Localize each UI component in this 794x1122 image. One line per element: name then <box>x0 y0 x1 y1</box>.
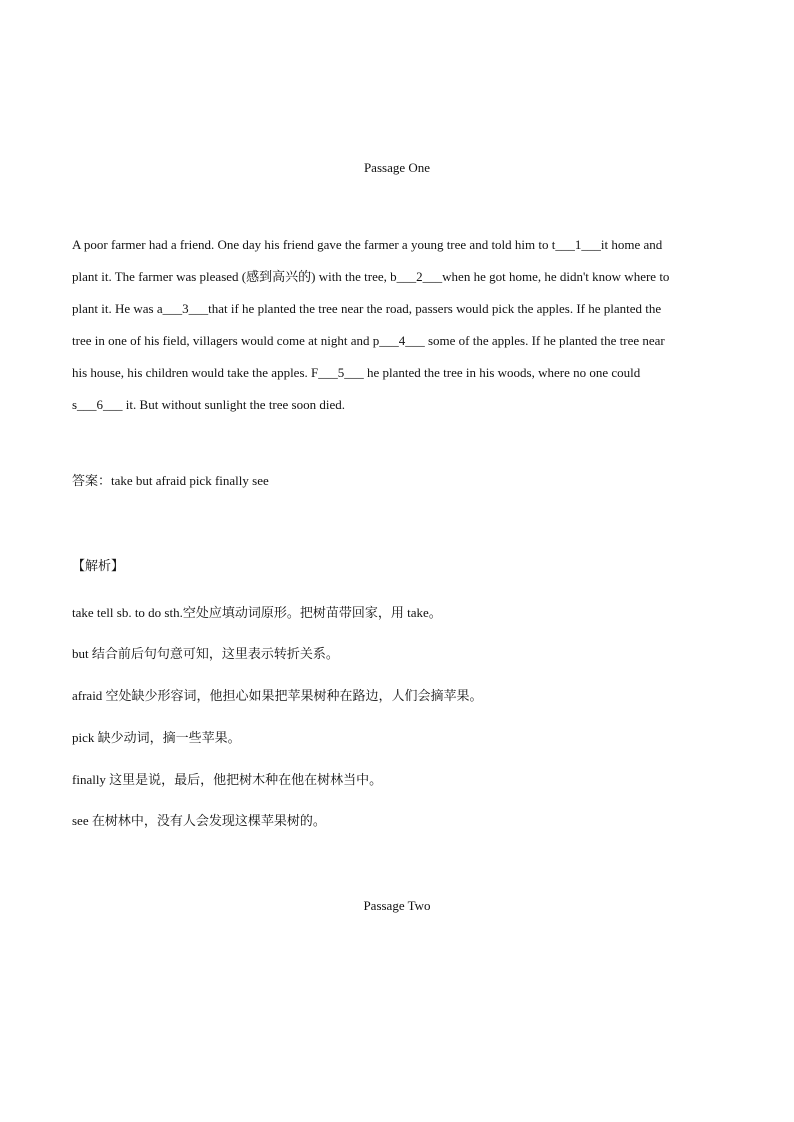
analysis-item: take tell sb. to do sth.空处应填动词原形。把树苗带回家，用 take。 <box>72 605 442 620</box>
passage-line: plant it. He was a___3___that if he planted the tree near the road, passers would pick the apples. If he planted the <box>72 301 662 316</box>
passage-line: plant it. The farmer was pleased (感到高兴的) with the tree, b___2___when he got home, he didn't know where to <box>72 269 670 284</box>
analysis-item: afraid 空处缺少形容词，他担心如果把苹果树种在路边，人们会摘苹果。 <box>72 688 483 703</box>
analysis-item: but 结合前后句句意可知，这里表示转折关系。 <box>72 646 339 661</box>
passage-one-text <box>72 229 722 421</box>
analysis-item: see 在树林中，没有人会发现这棵苹果树的。 <box>72 813 326 828</box>
passage-line: his house, his children would take the apples. F___5___ he planted the tree in his woods, where no one could <box>72 365 641 380</box>
passage-two-title: Passage Two <box>363 898 431 913</box>
passage-line: tree in one of his field, villagers would come at night and p___4___ some of the apples. If he planted the tree near <box>72 333 665 348</box>
analysis-item: pick 缺少动词，摘一些苹果。 <box>72 730 241 745</box>
analysis-item: finally 这里是说，最后，他把树木种在他在树林当中。 <box>72 772 383 787</box>
passage-line: A poor farmer had a friend. One day his friend gave the farmer a young tree and told him to t___1___it home and <box>72 237 663 252</box>
answer-line: 答案：take but afraid pick finally see <box>72 473 269 488</box>
passage-line: s___6___ it. But without sunlight the tree soon died. <box>72 397 345 412</box>
analysis-heading: 【解析】 <box>72 558 125 573</box>
passage-one-title: Passage One <box>363 160 431 175</box>
